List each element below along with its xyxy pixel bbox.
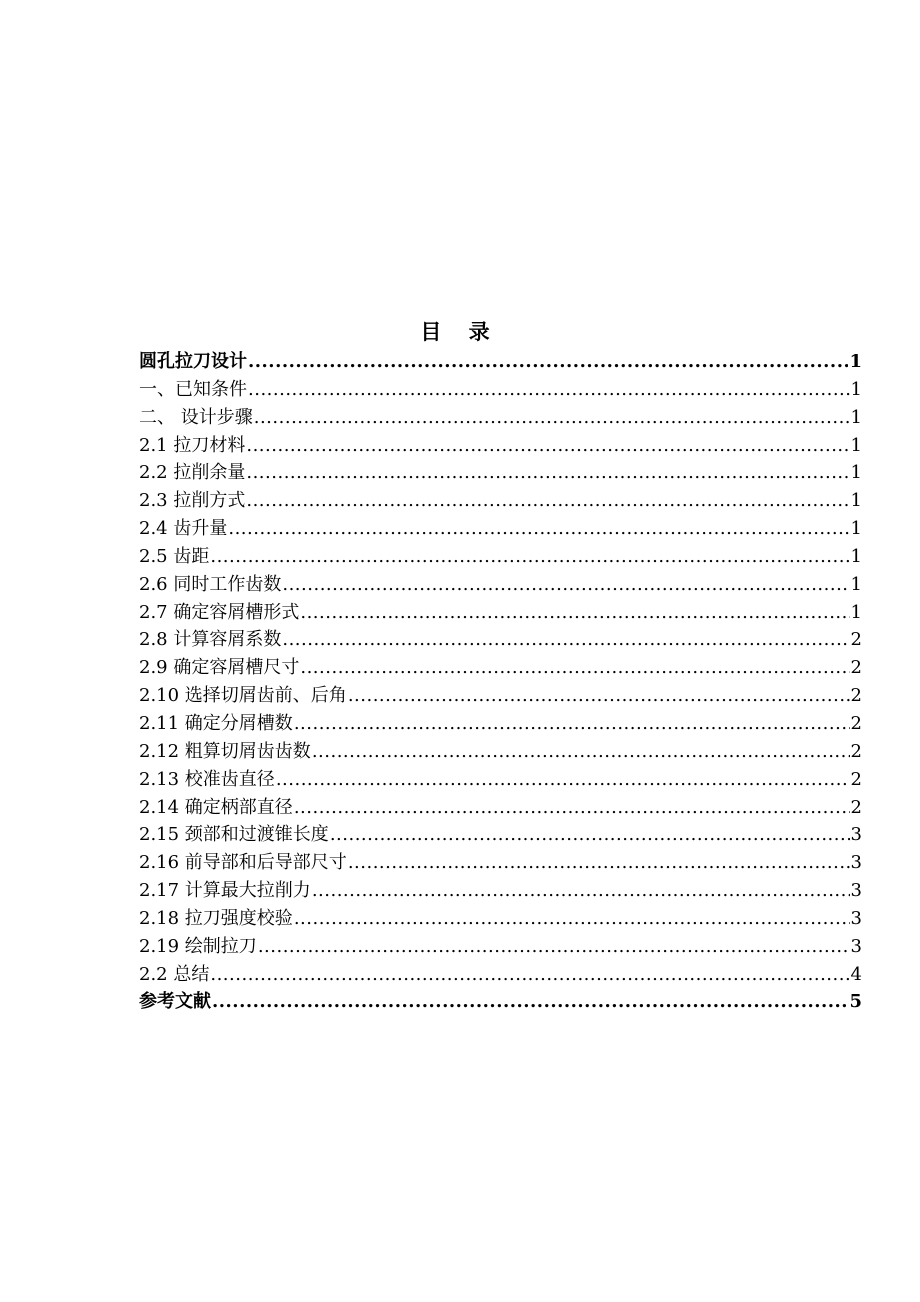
toc-dot-leader: [210, 543, 849, 571]
toc-entry-page-number: 3: [850, 907, 862, 929]
toc-entry-label: 2.9 确定容屑槽尺寸: [139, 657, 300, 679]
toc-entry-page-number: 3: [850, 852, 862, 874]
toc-dot-leader: [254, 404, 850, 432]
toc-entry-page-number: 1: [850, 378, 862, 400]
toc-entry[interactable]: [139, 515, 862, 543]
toc-dot-leader: [312, 738, 850, 766]
toc-entry-page-number: 2: [850, 796, 862, 818]
toc-dot-leader: [212, 988, 848, 1016]
toc-entry[interactable]: [139, 682, 862, 710]
toc-entry-page-number: 2: [850, 657, 862, 679]
toc-entry-label: 2.11 确定分屑槽数: [139, 712, 293, 734]
toc-entry[interactable]: [139, 543, 862, 571]
toc-entry-label: 2.4 齿升量: [139, 518, 228, 540]
toc-entry-page-number: 1: [850, 434, 862, 456]
toc-entry[interactable]: [139, 794, 862, 822]
toc-entry[interactable]: [139, 905, 862, 933]
table-of-contents: [139, 348, 862, 1016]
toc-entry[interactable]: [139, 710, 862, 738]
toc-entry[interactable]: [139, 571, 862, 599]
toc-entry-label: 2.18 拉刀强度校验: [139, 907, 293, 929]
toc-entry-page-number: 1: [850, 462, 862, 484]
toc-entry-label: 参考文献: [139, 991, 211, 1013]
toc-entry[interactable]: [139, 766, 862, 794]
toc-entry-page-number: 5: [849, 991, 862, 1013]
toc-entry-label: 2.17 计算最大拉削力: [139, 880, 311, 902]
toc-entry-page-number: 1: [850, 518, 862, 540]
toc-entry-page-number: 1: [849, 351, 862, 372]
toc-entry-label: 二、 设计步骤: [139, 406, 253, 428]
toc-dot-leader: [258, 933, 850, 961]
toc-entry-label: 2.8 计算容屑系数: [139, 629, 282, 651]
toc-dot-leader: [294, 710, 850, 738]
toc-entry-page-number: 1: [850, 545, 862, 567]
toc-dot-leader: [246, 459, 849, 487]
toc-entry[interactable]: [139, 599, 862, 627]
toc-dot-leader: [330, 821, 850, 849]
toc-entry-page-number: 3: [850, 935, 862, 957]
toc-dot-leader: [300, 599, 849, 627]
toc-entry[interactable]: [139, 877, 862, 905]
toc-entry-page-number: 3: [850, 880, 862, 902]
toc-entry-label: 2.2 拉削余量: [139, 462, 246, 484]
toc-entry-page-number: 1: [850, 490, 862, 512]
toc-entry-page-number: 2: [850, 712, 862, 734]
toc-entry-page-number: 1: [850, 573, 862, 595]
toc-entry-page-number: 2: [850, 768, 862, 790]
toc-entry-page-number: 2: [850, 685, 862, 707]
toc-entry-page-number: 2: [850, 740, 862, 762]
toc-entry[interactable]: [139, 459, 862, 487]
toc-entry[interactable]: [139, 988, 862, 1016]
toc-entry-label: 2.13 校准齿直径: [139, 768, 275, 790]
toc-dot-leader: [348, 682, 850, 710]
toc-entry-page-number: 1: [850, 601, 862, 623]
toc-entry[interactable]: [139, 432, 862, 460]
toc-entry-label: 圆孔拉刀设计: [139, 351, 247, 372]
toc-dot-leader: [248, 348, 848, 376]
toc-dot-leader: [276, 766, 850, 794]
toc-entry-label: 2.2 总结: [139, 963, 210, 985]
toc-entry[interactable]: [139, 849, 862, 877]
toc-entry-label: 2.3 拉削方式: [139, 490, 246, 512]
toc-entry[interactable]: [139, 404, 862, 432]
toc-dot-leader: [282, 626, 849, 654]
toc-dot-leader: [246, 432, 849, 460]
toc-dot-leader: [282, 571, 849, 599]
toc-entry-page-number: 3: [850, 824, 862, 846]
toc-entry-page-number: 2: [850, 629, 862, 651]
toc-entry-label: 2.5 齿距: [139, 545, 210, 567]
toc-entry[interactable]: [139, 738, 862, 766]
toc-title: 目 录: [420, 319, 500, 344]
toc-dot-leader: [348, 849, 850, 877]
toc-entry[interactable]: [139, 487, 862, 515]
toc-entry-page-number: 1: [850, 406, 862, 428]
toc-dot-leader: [300, 654, 849, 682]
toc-entry[interactable]: [139, 626, 862, 654]
toc-dot-leader: [294, 905, 850, 933]
toc-entry[interactable]: [139, 961, 862, 989]
toc-entry-label: 2.6 同时工作齿数: [139, 573, 282, 595]
toc-entry-label: 2.14 确定柄部直径: [139, 796, 293, 818]
toc-entry-label: 一、已知条件: [139, 378, 247, 400]
toc-entry-page-number: 4: [850, 963, 862, 985]
toc-entry-label: 2.1 拉刀材料: [139, 434, 246, 456]
toc-entry-label: 2.16 前导部和后导部尺寸: [139, 852, 347, 874]
toc-entry[interactable]: [139, 654, 862, 682]
toc-dot-leader: [210, 961, 849, 989]
toc-entry-label: 2.19 绘制拉刀: [139, 935, 257, 957]
toc-entry-label: 2.10 选择切屑齿前、后角: [139, 685, 347, 707]
toc-entry[interactable]: [139, 933, 862, 961]
toc-dot-leader: [246, 487, 849, 515]
toc-entry-label: 2.15 颈部和过渡锥长度: [139, 824, 329, 846]
toc-entry-label: 2.7 确定容屑槽形式: [139, 601, 300, 623]
toc-dot-leader: [228, 515, 849, 543]
toc-entry[interactable]: [139, 348, 862, 376]
toc-entry[interactable]: [139, 821, 862, 849]
toc-entry[interactable]: [139, 376, 862, 404]
toc-dot-leader: [294, 794, 850, 822]
toc-dot-leader: [248, 376, 850, 404]
toc-dot-leader: [312, 877, 850, 905]
toc-entry-label: 2.12 粗算切屑齿齿数: [139, 740, 311, 762]
